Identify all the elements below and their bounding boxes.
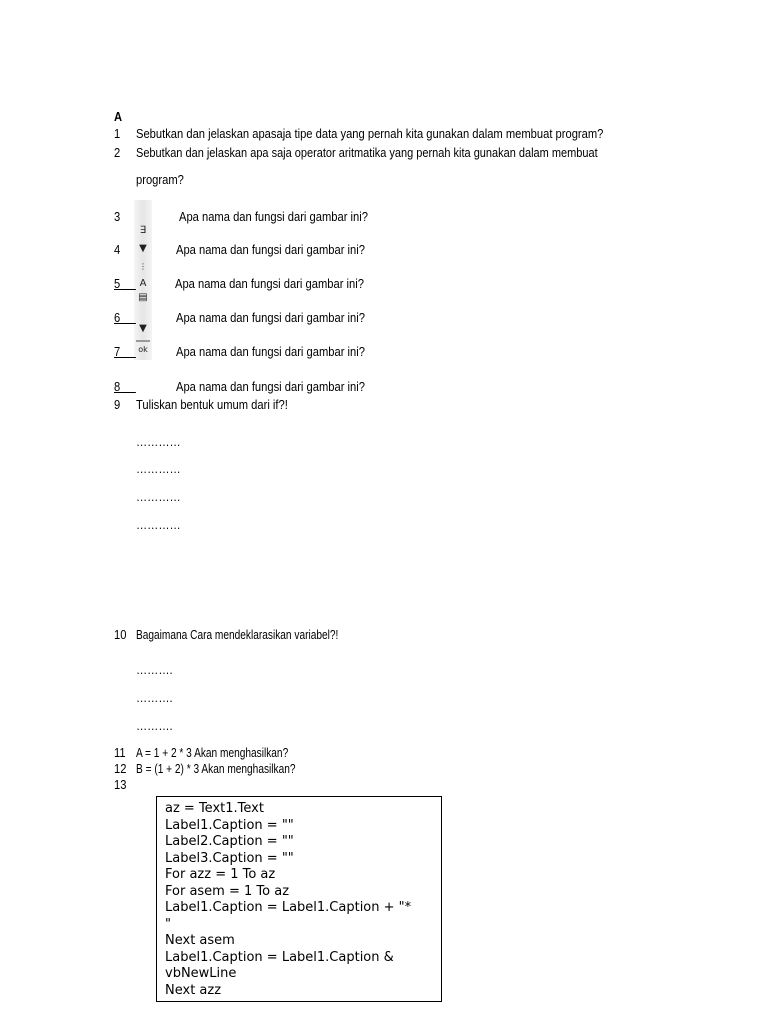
answer-blank: ………. [136,662,173,677]
question-text: Apa nama dan fungsi dari gambar ini? [179,209,368,224]
code-line: Next azz [165,982,222,998]
question-text: Apa nama dan fungsi dari gambar ini? [176,242,365,257]
answer-blank: ………… [136,489,181,504]
question-number: 1 [114,126,121,141]
ok-icon: ok [138,345,148,354]
question-number: 13 [114,777,127,792]
question-number: 8 [114,379,121,394]
question-number: 5 [114,276,121,291]
code-line: az = Text1.Text [165,801,264,816]
listbox-icon: ▤ [138,292,148,303]
question-number: 2 [114,145,121,160]
answer-blank: ………. [136,718,173,733]
question-number: 11 [114,745,126,760]
code-line: " [165,916,171,932]
frame-icon: A [139,278,147,289]
question-text: Apa nama dan fungsi dari gambar ini? [176,310,365,325]
question-number: 4 [114,242,121,257]
question-text: B = (1 + 2) * 3 Akan menghasilkan? [136,761,296,776]
label-icon: ▼ [139,243,147,254]
question-text: Apa nama dan fungsi dari gambar ini? [175,276,364,291]
question-text: A = 1 + 2 * 3 Akan menghasilkan? [136,745,289,760]
question-number: 6 [114,310,121,325]
code-line: For asem = 1 To az [165,883,290,899]
answer-blank: ………… [136,461,181,476]
question-text-continuation: program? [136,172,184,187]
answer-blank: ………… [136,517,181,532]
question-number: 10 [114,627,127,642]
code-line: vbNewLine [165,966,237,981]
question-text: Bagaimana Cara mendeklarasikan variabel?! [136,627,339,642]
code-line: For azz = 1 To az [165,867,276,882]
code-line: Next asem [165,933,235,948]
code-box [156,796,442,1002]
question-text: Apa nama dan fungsi dari gambar ini? [176,379,365,394]
question-number: 7 [114,344,121,359]
divider-icon [136,340,150,342]
code-line: Label3.Caption = "" [165,850,294,866]
question-text: Apa nama dan fungsi dari gambar ini? [176,344,365,359]
pointer-icon: ∃ [139,225,147,236]
section-heading: A [114,109,123,124]
question-text: Sebutkan dan jelaskan apa saja operator aritmatika yang pernah kita gunakan dalam membuat [136,145,598,160]
textbox-icon: ⋮ [139,262,147,271]
answer-blank: ………. [136,690,173,705]
question-text: Tuliskan bentuk umum dari if?! [136,397,288,412]
code-line: Label1.Caption = "" [165,817,294,833]
question-number: 3 [114,209,121,224]
question-number: 12 [114,761,127,776]
question-number: 9 [114,397,121,412]
code-line: Label1.Caption = Label1.Caption + "* [165,900,412,915]
code-line: Label2.Caption = "" [165,834,294,849]
code-line: Label1.Caption = Label1.Caption & [165,949,394,965]
combobox-icon: ▼ [139,323,147,334]
answer-blank: ………… [136,434,181,449]
question-text: Sebutkan dan jelaskan apasaja tipe data yang pernah kita gunakan dalam membuat program? [136,126,604,141]
